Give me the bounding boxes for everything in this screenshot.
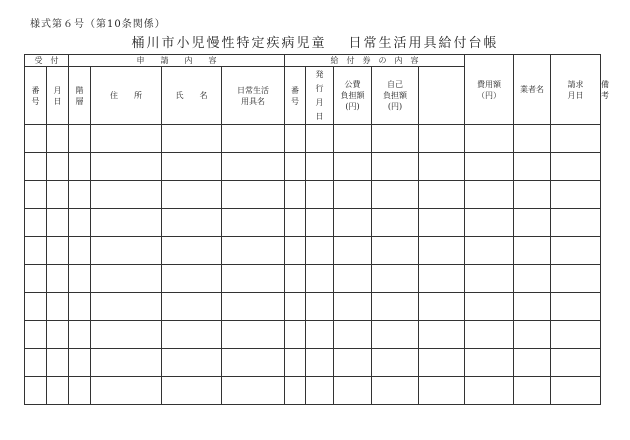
cell-kyufu-hakko[interactable] (306, 349, 334, 377)
cell-shinsei-yogu[interactable] (222, 377, 285, 405)
cell-biko[interactable] (551, 377, 601, 405)
cell-seikyu[interactable] (514, 125, 551, 153)
cell-shinsei-yogu[interactable] (222, 125, 285, 153)
cell-shinsei-yogu[interactable] (222, 349, 285, 377)
cell-uketsuke-tsuki[interactable] (47, 125, 69, 153)
cell-kyufu-jiko[interactable] (372, 153, 419, 181)
cell-biko[interactable] (551, 209, 601, 237)
cell-biko[interactable] (551, 237, 601, 265)
cell-shinsei-shimei[interactable] (162, 293, 222, 321)
cell-uketsuke-tsuki[interactable] (47, 377, 69, 405)
header-seikyu-line2: 月日 (567, 90, 584, 100)
cell-seikyu[interactable] (514, 209, 551, 237)
header-hiyo-line1: 費用額 (477, 79, 502, 89)
cell-uketsuke-bango[interactable] (25, 293, 47, 321)
cell-shinsei-kaiso[interactable] (69, 265, 91, 293)
cell-shinsei-jusho[interactable] (91, 293, 162, 321)
table-row (25, 209, 601, 237)
header-yogu-line1: 日常生活 (237, 85, 269, 95)
cell-biko[interactable] (551, 349, 601, 377)
cell-shinsei-shimei[interactable] (162, 265, 222, 293)
cell-gyosha[interactable] (465, 237, 514, 265)
cell-kyufu-hiyo[interactable] (419, 181, 465, 209)
cell-seikyu[interactable] (514, 237, 551, 265)
cell-gyosha[interactable] (465, 293, 514, 321)
cell-uketsuke-bango[interactable] (25, 321, 47, 349)
cell-shinsei-jusho[interactable] (91, 265, 162, 293)
header-jiko-line1: 自己 (387, 80, 403, 89)
cell-kyufu-jiko[interactable] (372, 265, 419, 293)
cell-kyufu-bango[interactable] (285, 237, 306, 265)
table-row (25, 181, 601, 209)
cell-biko[interactable] (551, 265, 601, 293)
cell-shinsei-jusho[interactable] (91, 377, 162, 405)
table-row (25, 349, 601, 377)
cell-kyufu-bango[interactable] (285, 321, 306, 349)
cell-kyufu-hakko[interactable] (306, 293, 334, 321)
cell-uketsuke-tsuki[interactable] (47, 181, 69, 209)
group-uketsuke: 受 付 (25, 55, 69, 67)
cell-seikyu[interactable] (514, 265, 551, 293)
cell-biko[interactable] (551, 125, 601, 153)
cell-shinsei-kaiso[interactable] (69, 153, 91, 181)
cell-uketsuke-bango[interactable] (25, 181, 47, 209)
cell-kyufu-bango[interactable] (285, 349, 306, 377)
table-row (25, 153, 601, 181)
cell-kyufu-kohi[interactable] (334, 349, 372, 377)
cell-kyufu-hiyo[interactable] (419, 349, 465, 377)
table-row (25, 237, 601, 265)
cell-biko[interactable] (551, 321, 601, 349)
cell-shinsei-shimei[interactable] (162, 237, 222, 265)
cell-kyufu-jiko[interactable] (372, 293, 419, 321)
cell-kyufu-kohi[interactable] (334, 125, 372, 153)
cell-seikyu[interactable] (514, 349, 551, 377)
cell-kyufu-hakko[interactable] (306, 153, 334, 181)
cell-shinsei-jusho[interactable] (91, 237, 162, 265)
cell-gyosha[interactable] (465, 377, 514, 405)
header-yogu-line2: 用具名 (241, 96, 265, 106)
header-shinsei-shimei: 氏 名 (162, 67, 222, 125)
header-kyufu-hakko (306, 67, 334, 125)
header-kyufu-hakko-text: 発行月日 (315, 69, 324, 121)
cell-uketsuke-tsuki[interactable] (47, 153, 69, 181)
header-shinsei-yogu (222, 67, 285, 125)
header-kyufu-jiko (372, 67, 419, 125)
header-kyufu-kohi (334, 67, 372, 125)
cell-kyufu-bango[interactable] (285, 125, 306, 153)
cell-kyufu-kohi[interactable] (334, 181, 372, 209)
cell-kyufu-hakko[interactable] (306, 377, 334, 405)
cell-kyufu-kohi[interactable] (334, 377, 372, 405)
cell-kyufu-bango[interactable] (285, 293, 306, 321)
cell-uketsuke-bango[interactable] (25, 237, 47, 265)
ledger-body (25, 125, 601, 405)
group-kyufuken: 給 付 券 の 内 容 (285, 55, 465, 67)
cell-seikyu[interactable] (514, 153, 551, 181)
header-kohi-line2: 負担額 (340, 91, 365, 100)
cell-shinsei-yogu[interactable] (222, 209, 285, 237)
cell-seikyu[interactable] (514, 293, 551, 321)
cell-seikyu[interactable] (514, 321, 551, 349)
cell-uketsuke-tsuki[interactable] (47, 293, 69, 321)
cell-kyufu-jiko[interactable] (372, 181, 419, 209)
header-shinsei-kaiso-text: 階層 (75, 85, 84, 106)
cell-shinsei-shimei[interactable] (162, 321, 222, 349)
header-kohi-line1: 公費 (344, 80, 361, 89)
cell-uketsuke-bango[interactable] (25, 125, 47, 153)
cell-shinsei-shimei[interactable] (162, 181, 222, 209)
cell-kyufu-kohi[interactable] (334, 153, 372, 181)
cell-kyufu-hakko[interactable] (306, 237, 334, 265)
header-kohi-line3: (円) (345, 102, 360, 111)
cell-uketsuke-tsuki[interactable] (47, 321, 69, 349)
cell-kyufu-hakko[interactable] (306, 209, 334, 237)
header-seikyu (551, 55, 601, 125)
cell-kyufu-hiyo[interactable] (419, 293, 465, 321)
cell-uketsuke-bango[interactable] (25, 265, 47, 293)
table-row (25, 321, 601, 349)
cell-shinsei-kaiso[interactable] (69, 237, 91, 265)
cell-uketsuke-tsuki[interactable] (47, 209, 69, 237)
cell-kyufu-jiko[interactable] (372, 377, 419, 405)
cell-gyosha[interactable] (465, 209, 514, 237)
cell-kyufu-bango[interactable] (285, 153, 306, 181)
cell-shinsei-shimei[interactable] (162, 209, 222, 237)
cell-shinsei-kaiso[interactable] (69, 293, 91, 321)
cell-shinsei-yogu[interactable] (222, 321, 285, 349)
cell-seikyu[interactable] (514, 377, 551, 405)
cell-kyufu-jiko[interactable] (372, 237, 419, 265)
cell-biko[interactable] (551, 153, 601, 181)
cell-shinsei-yogu[interactable] (222, 237, 285, 265)
cell-shinsei-jusho[interactable] (91, 209, 162, 237)
cell-kyufu-kohi[interactable] (334, 321, 372, 349)
header-kyufu-bango-text: 番号 (291, 85, 299, 106)
cell-gyosha[interactable] (465, 265, 514, 293)
header-uketsuke-tsuki-text: 月日 (53, 85, 62, 106)
cell-kyufu-kohi[interactable] (334, 209, 372, 237)
cell-shinsei-kaiso[interactable] (69, 377, 91, 405)
cell-kyufu-bango[interactable] (285, 377, 306, 405)
cell-kyufu-hiyo[interactable] (419, 153, 465, 181)
cell-uketsuke-tsuki[interactable] (47, 349, 69, 377)
cell-uketsuke-tsuki[interactable] (47, 265, 69, 293)
cell-shinsei-yogu[interactable] (222, 293, 285, 321)
cell-shinsei-kaiso[interactable] (69, 209, 91, 237)
cell-kyufu-jiko[interactable] (372, 209, 419, 237)
cell-seikyu[interactable] (514, 181, 551, 209)
cell-kyufu-jiko[interactable] (372, 125, 419, 153)
cell-shinsei-shimei[interactable] (162, 153, 222, 181)
cell-shinsei-jusho[interactable] (91, 349, 162, 377)
cell-kyufu-jiko[interactable] (372, 321, 419, 349)
cell-kyufu-hiyo[interactable] (419, 321, 465, 349)
cell-shinsei-jusho[interactable] (91, 181, 162, 209)
cell-biko[interactable] (551, 181, 601, 209)
cell-gyosha[interactable] (465, 181, 514, 209)
cell-kyufu-hiyo[interactable] (419, 377, 465, 405)
header-hiyo (465, 55, 514, 125)
cell-kyufu-hakko[interactable] (306, 321, 334, 349)
cell-gyosha[interactable] (465, 321, 514, 349)
cell-kyufu-jiko[interactable] (372, 349, 419, 377)
cell-shinsei-shimei[interactable] (162, 125, 222, 153)
header-jiko-line3: (円) (387, 102, 403, 111)
cell-gyosha[interactable] (465, 153, 514, 181)
table-row (25, 377, 601, 405)
title-part-2: 日常生活用具給付台帳 (348, 36, 499, 51)
cell-gyosha[interactable] (465, 125, 514, 153)
cell-shinsei-yogu[interactable] (222, 265, 285, 293)
cell-shinsei-jusho[interactable] (91, 321, 162, 349)
header-seikyu-line1: 請求 (567, 79, 584, 89)
cell-uketsuke-bango[interactable] (25, 209, 47, 237)
cell-uketsuke-bango[interactable] (25, 377, 47, 405)
cell-shinsei-kaiso[interactable] (69, 125, 91, 153)
cell-kyufu-hakko[interactable] (306, 125, 334, 153)
cell-shinsei-jusho[interactable] (91, 125, 162, 153)
cell-shinsei-yogu[interactable] (222, 181, 285, 209)
table-row (25, 265, 601, 293)
ledger-table: 受 付 申 請 内 容 給 付 券 の 内 容 費用額 （円） 業者名 請求 月日 備 考 番号 月日 階層 住 所 氏 名 日常生活 用具名 番号 発行月日 公費 負担額 (円) 自己 負担額 (円) (24, 54, 601, 405)
cell-shinsei-shimei[interactable] (162, 349, 222, 377)
cell-shinsei-shimei[interactable] (162, 377, 222, 405)
header-jiko-line2: 負担額 (383, 91, 407, 100)
header-uketsuke-bango (25, 67, 47, 125)
cell-uketsuke-tsuki[interactable] (47, 237, 69, 265)
cell-gyosha[interactable] (465, 349, 514, 377)
cell-uketsuke-bango[interactable] (25, 349, 47, 377)
header-hiyo-line2: （円） (477, 90, 502, 100)
header-uketsuke-bango-text: 番号 (31, 85, 40, 106)
header-shinsei-jusho: 住 所 (91, 67, 162, 125)
table-row (25, 293, 601, 321)
cell-kyufu-hakko[interactable] (306, 265, 334, 293)
cell-kyufu-hiyo[interactable] (419, 237, 465, 265)
cell-biko[interactable] (551, 293, 601, 321)
cell-kyufu-hiyo[interactable] (419, 125, 465, 153)
cell-kyufu-bango[interactable] (285, 265, 306, 293)
header-uketsuke-tsuki (47, 67, 69, 125)
group-shinsei: 申 請 内 容 (69, 55, 285, 67)
cell-kyufu-bango[interactable] (285, 209, 306, 237)
cell-uketsuke-bango[interactable] (25, 153, 47, 181)
cell-kyufu-bango[interactable] (285, 181, 306, 209)
header-gyosha: 業者名 (514, 55, 551, 125)
document-title (0, 32, 630, 51)
cell-kyufu-kohi[interactable] (334, 293, 372, 321)
cell-kyufu-hakko[interactable] (306, 181, 334, 209)
form-number: 様式第６号（第10条関係） (30, 19, 166, 30)
cell-kyufu-kohi[interactable] (334, 237, 372, 265)
header-shinsei-kaiso (69, 67, 91, 125)
cell-kyufu-hiyo[interactable] (419, 209, 465, 237)
table-row (25, 125, 601, 153)
cell-shinsei-kaiso[interactable] (69, 181, 91, 209)
cell-shinsei-yogu[interactable] (222, 153, 285, 181)
cell-kyufu-kohi[interactable] (334, 265, 372, 293)
cell-shinsei-kaiso[interactable] (69, 349, 91, 377)
header-kyufu-bango (285, 67, 306, 125)
cell-kyufu-hiyo[interactable] (419, 265, 465, 293)
title-part-1: 桶川市小児慢性特定疾病児童 (131, 36, 327, 51)
cell-shinsei-jusho[interactable] (91, 153, 162, 181)
cell-shinsei-kaiso[interactable] (69, 321, 91, 349)
